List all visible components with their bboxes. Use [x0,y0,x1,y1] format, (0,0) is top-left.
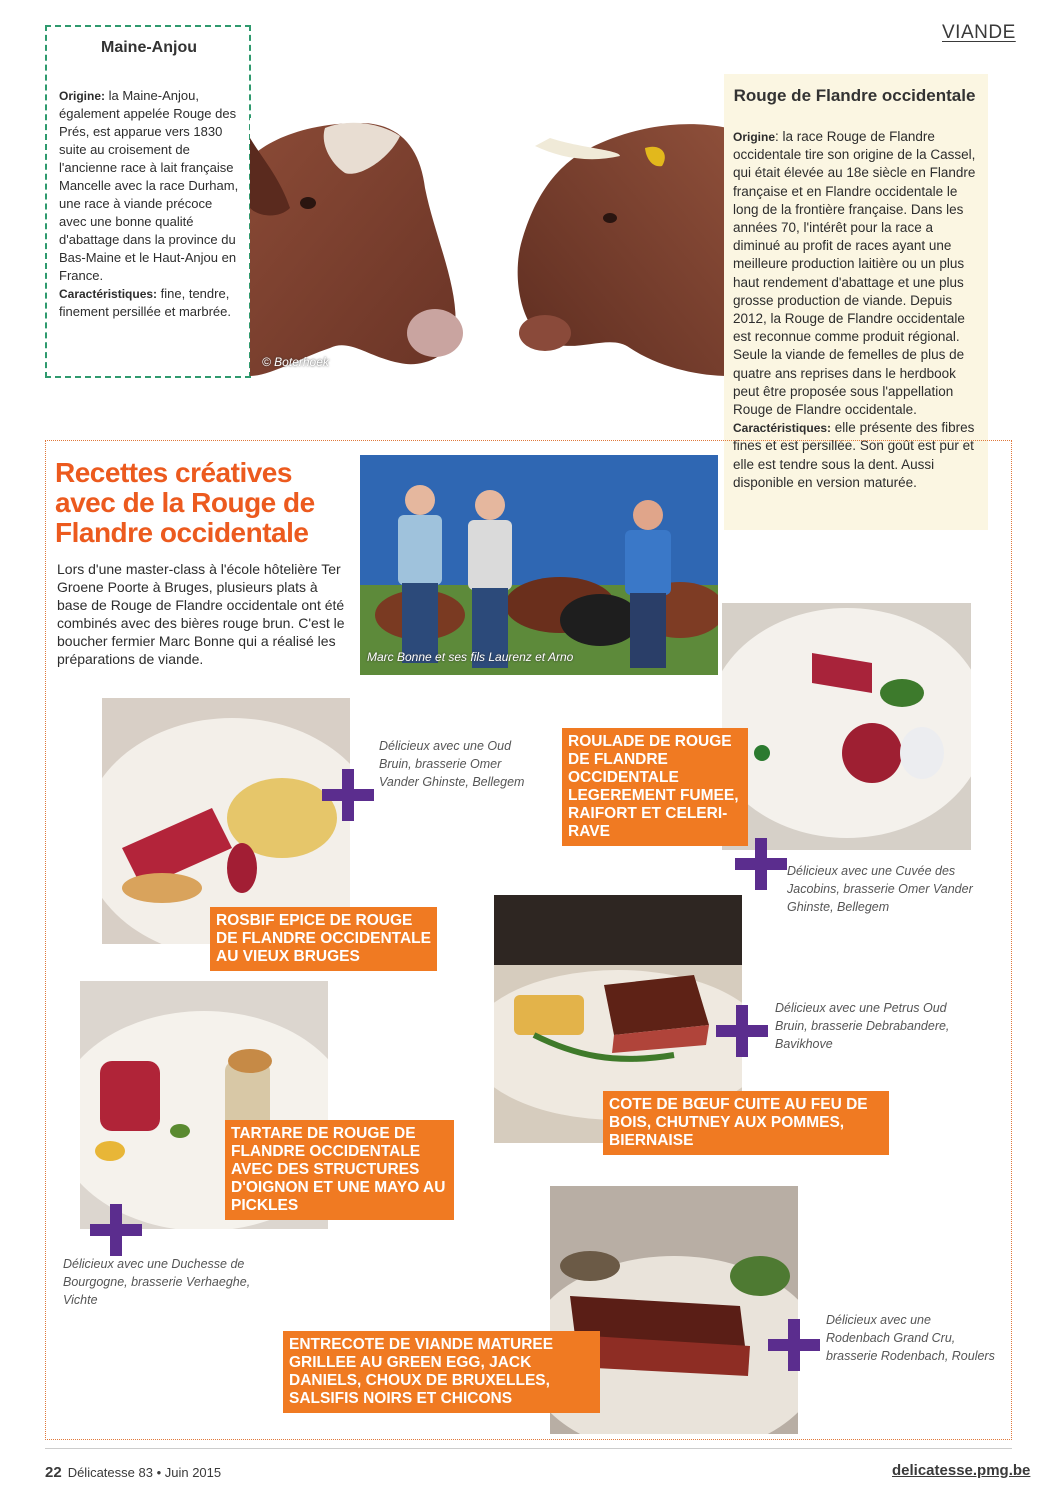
website-link[interactable]: delicatesse.pmg.be [892,1462,1031,1479]
maine-anjou-title: Maine-Anjou [101,39,197,56]
dish-pairing-tartare: Délicieux avec une Duchesse de Bourgogne, brasserie Verhaeghe, Vichte [63,1257,251,1307]
footer-issue [45,1464,221,1481]
origin-label: Origine: [59,89,106,103]
origin-label: Origine [733,130,776,144]
rouge-flandre-text [733,128,976,492]
char-text: elle présente des fibres fines et est persillée. Son goût est pur et elle est tendre sous la dent. Aussi disponible en version maturée. [733,420,975,490]
plus-icon [712,1001,772,1061]
plus-icon [731,834,791,894]
chefs-photo [360,455,718,675]
dish-photo-roulade [722,603,971,850]
page-number: 22 [45,1464,62,1481]
chefs-caption: Marc Bonne et ses fils Laurenz et Arno [367,650,574,664]
plus-icon [318,765,378,825]
char-label: Caractéristiques: [733,421,832,436]
char-text: fine, tendre, finement persillée et marbrée. [59,286,231,319]
dish-label-entrecote: ENTRECOTE DE VIANDE MATUREE GRILLEE AU GREEN EGG, JACK DANIELS, CHOUX DE BRUXELLES, SALSIFIS NOIRS ET CHICONS [283,1331,600,1413]
photo-credit: © Boterhoek [262,355,329,369]
maine-anjou-box [45,25,251,378]
dish-pairing-entrecote: Délicieux avec une Rodenbach Grand Cru, brasserie Rodenbach, Roulers [826,1313,995,1363]
footer-rule [45,1448,1012,1449]
dish-label-tartare: TARTARE DE ROUGE DE FLANDRE OCCIDENTALE AVEC DES STRUCTURES D'OIGNON ET UNE MAYO AU PICKLES [225,1120,454,1220]
dish-pairing-roulade: Délicieux avec une Cuvée des Jacobins, brasserie Omer Vander Ghinste, Bellegem [787,864,973,914]
char-label: Caractéristiques: [59,287,158,301]
issue-label: Délicatesse 83 • Juin 2015 [67,1465,222,1480]
dish-label-cote-de-boeuf: COTE DE BŒUF CUITE AU FEU DE BOIS, CHUTNEY AUX POMMES, BIERNAISE [603,1091,889,1155]
origin-text: : la race Rouge de Flandre occidentale tire son origine de la Cassel, qui était élevée au 18e siècle en Flandre française et en Flandre occidentale le long de la frontière française. Dans les années 70, l'intérêt pour la race a diminué au profit de races ayant une meilleure production laitière ou un plus haut rendement d'abattage et une plus grosse production de viande. Depuis 2012, la Rouge de Flandre occidentale est reconnue comme produit régional. Seule la viande de femelles de plus de quatre ans reprises dans le herdbook peut être proposée sous l'appellation Rouge de Flandre occidentale. [733,129,976,418]
origin-text: la Maine-Anjou, également appelée Rouge des Prés, est apparue vers 1830 suite au croisement de l'ancienne race à lait française Mancelle avec la race Durham, une race à viande précoce avec une bonne qualité d'abattage dans la province du Bas-Maine et le Haut-Anjou en France. [59,88,239,283]
section-tag: VIANDE [942,22,1016,43]
plus-icon [764,1315,824,1375]
dish-pairing-rosbif: Délicieux avec une Oud Bruin, brasserie Omer Vander Ghinste, Bellegem [379,739,525,789]
maine-anjou-text [59,87,239,321]
plus-icon [86,1200,146,1260]
cows-photo [250,118,728,376]
recipes-title: Recettes créatives avec de la Rouge de Flandre occidentale [55,457,315,548]
dish-label-roulade: ROULADE DE ROUGE DE FLANDRE OCCIDENTALE LEGEREMENT FUMEE, RAIFORT ET CELERI-RAVE [562,728,748,846]
rouge-flandre-title: Rouge de Flandre occidentale [733,86,976,105]
dish-label-rosbif: ROSBIF EPICE DE ROUGE DE FLANDRE OCCIDENTALE AU VIEUX BRUGES [210,907,437,971]
dish-pairing-cote-de-boeuf: Délicieux avec une Petrus Oud Bruin, brasserie Debrabandere, Bavikhove [775,1001,950,1051]
recipes-intro: Lors d'une master-class à l'école hôtelière Ter Groene Poorte à Bruges, plusieurs plats à base de Rouge de Flandre occidentale ont été combinés avec des bières rouge brun. C'est le boucher fermier Marc Bonne qui a réalisé les préparations de viande. [57,561,345,667]
